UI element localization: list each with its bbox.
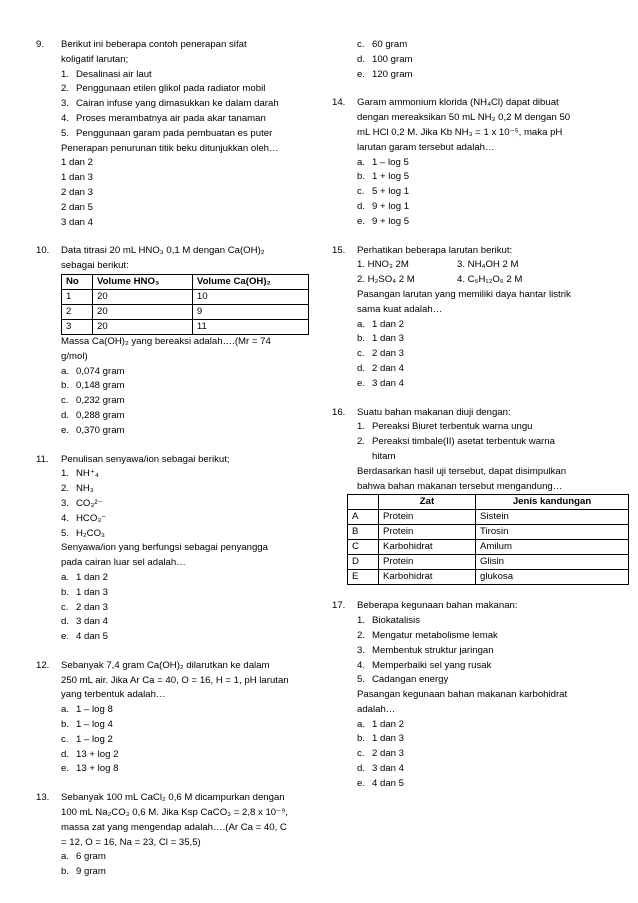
question-number: 9. [36, 39, 45, 50]
answer-option: 1 dan 2 [61, 157, 94, 169]
table-header: Zat [379, 495, 476, 510]
question-number: 14. [332, 97, 346, 109]
list-item: 1. Pereaksi Biuret terbentuk warna ungu [357, 421, 533, 433]
question-number: 10. [36, 245, 50, 257]
table-cell: 2 [62, 304, 93, 319]
list-item: 5. Cadangan energy [357, 674, 449, 686]
question-number: 11. [36, 453, 49, 465]
table-header-row [62, 274, 309, 289]
answer-option: d. 2 dan 4 [357, 362, 405, 374]
answer-option: a. 0,074 gram [61, 365, 125, 377]
answer-option: c. 5 + log 1 [357, 186, 410, 198]
question-9 [36, 38, 308, 230]
question-11 [36, 453, 308, 645]
list-item: 2. Mengatur metabolisme lemak [357, 629, 498, 641]
titration-table [61, 274, 309, 335]
answer-option: e. 4 dan 5 [61, 631, 109, 643]
answer-option: e. 13 + log 8 [61, 763, 119, 775]
table-row [62, 319, 309, 334]
question-number: 17. [332, 600, 346, 612]
table-header: Volume Ca(OH)₂ [192, 274, 308, 289]
table-header: No [62, 274, 93, 289]
table-cell: 11 [192, 319, 308, 334]
table-cell: 20 [93, 304, 193, 319]
answer-option: c. 60 gram [357, 39, 408, 50]
answer-option: d. 3 dan 4 [357, 763, 405, 775]
left-column [36, 38, 308, 880]
question-number: 16. [332, 406, 346, 418]
question-text: Sebanyak 100 mL CaCl₂ 0,6 M dicampurkan dengan [61, 792, 285, 804]
list-item: 4. Memperbaiki sel yang rusak [357, 659, 492, 671]
answer-option: b. 1 dan 3 [61, 586, 109, 598]
list-item: 4. Proses merambatnya air pada akar tanaman [61, 112, 266, 124]
question-text: Perhatikan beberapa larutan berikut: [357, 244, 513, 256]
list-item: 3. Membentuk struktur jaringan [357, 644, 494, 656]
list-item: 1. Biokatalisis [357, 615, 420, 627]
answer-option: a. 1 – log 5 [357, 156, 409, 168]
table-cell: 1 [62, 289, 93, 304]
question-number: 12. [36, 659, 50, 671]
table-header-row [348, 495, 629, 510]
question-prompt: sama kuat adalah… [357, 303, 443, 315]
answer-option: c. 2 dan 3 [61, 601, 109, 613]
table-cell: 3 [62, 319, 93, 334]
answer-option: d. 9 + log 1 [357, 200, 410, 212]
answer-option: b. 1 – log 4 [61, 719, 113, 731]
question-number: 13. [36, 792, 50, 804]
question-prompt: bahwa bahan makanan tersebut mengandung… [357, 480, 563, 492]
question-text: koligatif larutan; [61, 53, 129, 65]
table-row: D Protein Glisin [348, 555, 629, 570]
answer-option: a. 1 – log 8 [61, 704, 113, 716]
answer-option: 1 dan 3 [61, 172, 94, 184]
answer-option: c. 2 dan 3 [357, 748, 405, 760]
question-prompt: pada cairan luar sel adalah… [61, 557, 186, 569]
table-row: E Karbohidrat glukosa [348, 570, 629, 585]
table-cell: 20 [93, 319, 193, 334]
answer-option: a. 1 dan 2 [61, 571, 109, 583]
question-text: larutan garam tersebut adalah… [357, 141, 495, 153]
question-text: Garam ammonium klorida (NH₄Cl) dapat dibuat [357, 97, 559, 109]
table-cell: 10 [192, 289, 308, 304]
question-prompt: Pasangan kegunaan bahan makanan karbohidrat [357, 689, 568, 701]
question-text: Data titrasi 20 mL HNO₃ 0,1 M dengan Ca(OH)₂ [61, 245, 265, 257]
list-item: 3. Cairan infuse yang dimasukkan ke dalam darah [61, 98, 279, 110]
question-prompt: adalah… [357, 703, 396, 715]
question-text: Sebanyak 7,4 gram Ca(OH)₂ dilarutkan ke dalam [61, 659, 270, 671]
question-text: 100 mL Na₂CO₃ 0,6 M. Jika Ksp CaCO₃ = 2,8 x 10⁻⁹, [61, 807, 288, 819]
question-text: mL HCl 0,2 M. Jika Kb NH₃ = 1 x 10⁻⁵, maka pH [357, 126, 563, 138]
question-text: 250 mL air. Jika Ar Ca = 40, O = 16, H = 1, pH larutan [61, 674, 289, 686]
table-row [62, 304, 309, 319]
question-prompt: Senyawa/ion yang berfungsi sebagai penyangga [61, 542, 268, 554]
question-text: Penulisan senyawa/ion sebagai berikut; [61, 453, 230, 465]
answer-option: b. 9 gram [61, 866, 106, 878]
answer-option: e. 9 + log 5 [357, 215, 410, 227]
answer-option: d. 100 gram [357, 53, 413, 65]
answer-option: c. 2 dan 3 [357, 348, 405, 360]
question-text: dengan mereaksikan 50 mL NH₃ 0,2 M dengan 50 [357, 112, 571, 124]
question-17 [332, 599, 604, 791]
table-cell: 9 [192, 304, 308, 319]
question-text: massa zat yang mengendap adalah….(Ar Ca = 40, C [61, 821, 287, 833]
table-header: Jenis kandungan [476, 495, 629, 510]
question-text: Suatu bahan makanan diuji dengan: [357, 406, 511, 418]
question-text: Berikut ini beberapa contoh penerapan sifat [61, 39, 247, 50]
answer-option: 3 dan 4 [61, 216, 94, 228]
table-row [62, 289, 309, 304]
answer-option: a. 1 dan 2 [357, 318, 405, 330]
right-column [332, 38, 604, 792]
question-15 [332, 244, 604, 392]
question-prompt: Berdasarkan hasil uji tersebut, dapat disimpulkan [357, 465, 567, 477]
answer-option: a. 1 dan 2 [357, 718, 405, 730]
answer-option: e. 0,370 gram [61, 424, 125, 436]
question-text: sebagai berikut: [61, 260, 129, 272]
question-prompt: g/mol) [61, 350, 88, 362]
list-item: 5. Penggunaan garam pada pembuatan es puter [61, 127, 273, 139]
answer-option: c. 0,232 gram [61, 395, 125, 407]
table-header [348, 495, 379, 510]
answer-option: b. 1 dan 3 [357, 333, 405, 345]
solution-row: 1. HNO₃ 2M 3. NH₄OH 2 M [357, 259, 519, 271]
list-item: 1. Desalinasi air laut [61, 68, 152, 80]
table-row: B Protein Tirosin [348, 525, 629, 540]
answer-option: c. 1 – log 2 [61, 733, 113, 745]
answer-option: b. 1 dan 3 [357, 733, 405, 745]
answer-option: 2 dan 5 [61, 201, 94, 213]
answer-option: d. 13 + log 2 [61, 748, 119, 760]
question-16 [332, 406, 604, 586]
table-row: C Karbohidrat Amilum [348, 540, 629, 555]
table-cell: 20 [93, 289, 193, 304]
question-prompt: Penerapan penurunan titik beku ditunjukkan oleh… [61, 142, 279, 154]
solution-row: 2. H₂SO₄ 2 M 4. C₆H₁₂O₆ 2 M [357, 274, 523, 286]
question-14 [332, 96, 604, 229]
answer-option: a. 6 gram [61, 851, 106, 863]
question-text: = 12, O = 16, Na = 23, Cl = 35,5) [61, 836, 201, 848]
list-item: 4. HCO₃⁻ [61, 512, 107, 524]
answer-option: 2 dan 3 [61, 186, 94, 198]
answer-option: d. 0,288 gram [61, 409, 125, 421]
question-12 [36, 659, 308, 777]
question-prompt: Pasangan larutan yang memiliki daya hantar listrik [357, 288, 571, 300]
answer-option: b. 0,148 gram [61, 380, 125, 392]
question-10 [36, 244, 308, 438]
table-row: A Protein Sistein [348, 510, 629, 525]
question-prompt: Massa Ca(OH)₂ yang bereaksi adalah….(Mr = 74 [61, 335, 271, 347]
answer-option: e. 4 dan 5 [357, 777, 405, 789]
question-text: Beberapa kegunaan bahan makanan: [357, 600, 518, 612]
question-13 [36, 791, 308, 880]
list-item: 2. Penggunaan etilen glikol pada radiator mobil [61, 83, 266, 95]
answer-option: e. 120 gram [357, 68, 413, 80]
question-text: yang terbentuk adalah… [61, 689, 166, 701]
table-header: Volume HNO₃ [93, 274, 193, 289]
list-item: 2. Pereaksi timbale(II) asetat terbentuk warna [357, 436, 555, 448]
answer-option: b. 1 + log 5 [357, 171, 410, 183]
list-item: 1. NH⁺₄ [61, 468, 99, 480]
list-item: 3. CO₃²⁻ [61, 497, 103, 509]
question-13-continued [332, 38, 604, 82]
food-test-table [347, 494, 629, 585]
question-number: 15. [332, 244, 346, 256]
list-item: 2. NH₃ [61, 483, 94, 495]
list-item-cont: hitam [372, 450, 396, 462]
answer-option: d. 3 dan 4 [61, 616, 109, 628]
answer-option: e. 3 dan 4 [357, 377, 405, 389]
list-item: 5. H₂CO₃ [61, 527, 105, 539]
